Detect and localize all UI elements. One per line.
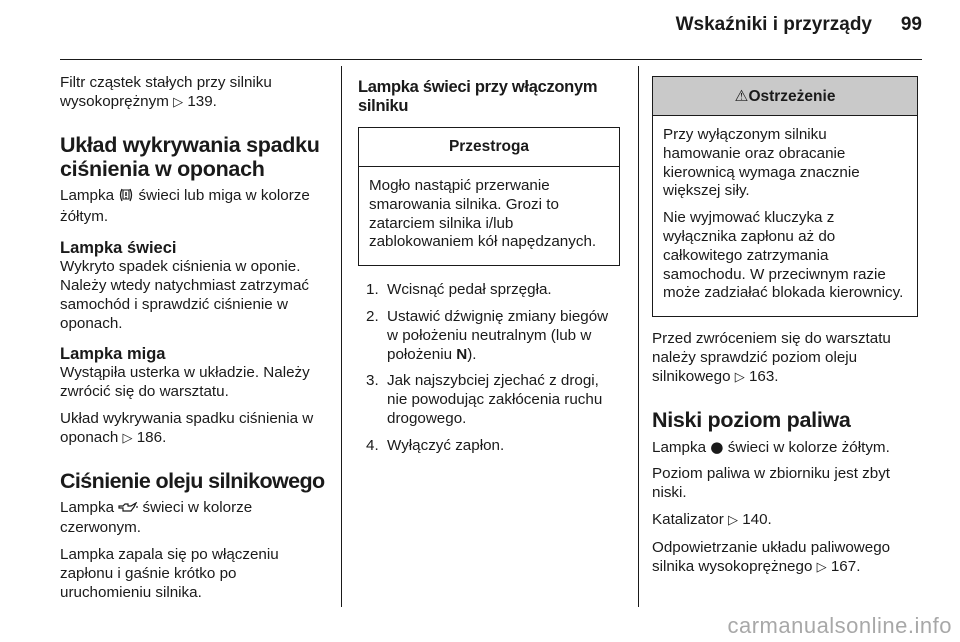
reference-arrow-icon: ▷ [122,430,133,446]
reference-arrow-icon: ▷ [816,559,827,575]
catalyst-reference: Katalizator ▷ 140. [652,510,772,528]
tire-pressure-heading: Układ wykrywania spadku ciśnienia w oponach [60,132,320,181]
caution-text: Mogło nastąpić przerwanie smarowania silnika. Grozi to zatarciem silnika i/lub zablokowaniem kół napędzanych. [369,177,597,251]
reference-arrow-icon: ▷ [727,512,738,528]
watermark: carmanualsonline.info [727,613,952,638]
list-item: 4. Wyłączyć zapłon. [366,436,505,454]
warning-triangle-icon: ⚠ [734,87,749,105]
oil-pressure-heading: Ciśnienie oleju silnikowego [60,468,325,493]
oil-lamp-behavior-text: Lampka zapala się po włączeniu zapłonu i gaśnie krótko po uruchomieniu silnika. [60,546,279,601]
low-fuel-heading: Niski poziom paliwa [652,407,851,432]
warning-text-2: Nie wyjmować kluczyka z wyłącznika zapłonu aż do całkowitego zatrzymania samochodu. W przeciwnym razie może zadziałać blokada kierownicy. [663,209,904,302]
oil-level-reference: Przed zwróceniem się do warsztatu należy sprawdzić poziom oleju silnikowego ▷ 163. [652,330,891,385]
oil-can-icon [118,501,138,520]
caution-title: Przestroga [359,128,619,167]
dpf-note: Filtr cząstek stałych przy silniku wysokoprężnym ▷ 139. [60,74,272,110]
page-title: Wskaźniki i przyrządy [675,14,872,35]
column-divider-1 [341,66,342,607]
reference-arrow-icon: ▷ [173,94,184,110]
tire-pressure-warning-icon [118,187,134,209]
fuel-bleed-reference: Odpowietrzanie układu paliwowego silnika wysokoprężnego ▷ 167. [652,538,891,575]
page-number: 99 [900,14,922,35]
caution-box [358,127,620,266]
page-reference: 139. [187,92,217,110]
column-divider-2 [638,66,639,607]
steps-list [366,281,620,455]
lamp-on-heading: Lampka świeci [60,239,177,258]
fuel-level-text: Poziom paliwa w zbiorniku jest zbyt niski. [652,465,891,502]
list-item: 3. Jak najszybciej zjechać z drogi, nie powodując zakłócenia ruchu drogowego. [366,372,603,427]
oil-lamp-text: Lampka świeci w kolorze czerwonym. [60,498,253,537]
engine-running-heading: Lampka świeci przy włączonym silniku [358,78,598,115]
list-item: 2. Ustawić dźwignię zmiany biegów w położeniu neutralnym (lub w położeniu N). [366,307,609,363]
reference-arrow-icon: ▷ [734,369,745,385]
header-rule [60,59,922,60]
warning-box [652,76,918,317]
list-item: 1. Wcisnąć pedał sprzęgła. [366,281,552,299]
page-reference: 167. [830,557,861,575]
page-reference: 163. [748,367,779,385]
column-1 [60,74,330,611]
tire-system-reference: Układ wykrywania spadku ciśnienia w oponach ▷ 186. [60,409,314,446]
tire-pressure-lamp-text: Lampka świeci lub miga w kolorze żółtym. [60,186,310,226]
page-reference: 186. [136,428,167,446]
lamp-flashing-heading: Lampka miga [60,345,166,364]
column-3 [652,74,918,585]
lamp-on-text: Wykryto spadek ciśnienia w oponie. Należy wtedy natychmiast zatrzymać samochód i sprawdzić ciśnienie w oponach. [60,258,309,332]
warning-text-1: Przy wyłączonym silniku hamowanie oraz obracanie kierownicą wymaga znacznie większej siły. [663,126,860,200]
lamp-flashing-text: Wystąpiła usterka w układzie. Należy zwrócić się do warsztatu. [60,364,310,401]
page-reference: 140. [742,510,772,528]
warning-title: Ostrzeżenie [748,88,836,105]
warning-header [653,77,917,116]
fuel-lamp-text: Lampka ● świeci w kolorze żółtym. [652,437,890,456]
column-2 [358,74,620,464]
fuel-lamp-icon: ● [710,437,724,456]
